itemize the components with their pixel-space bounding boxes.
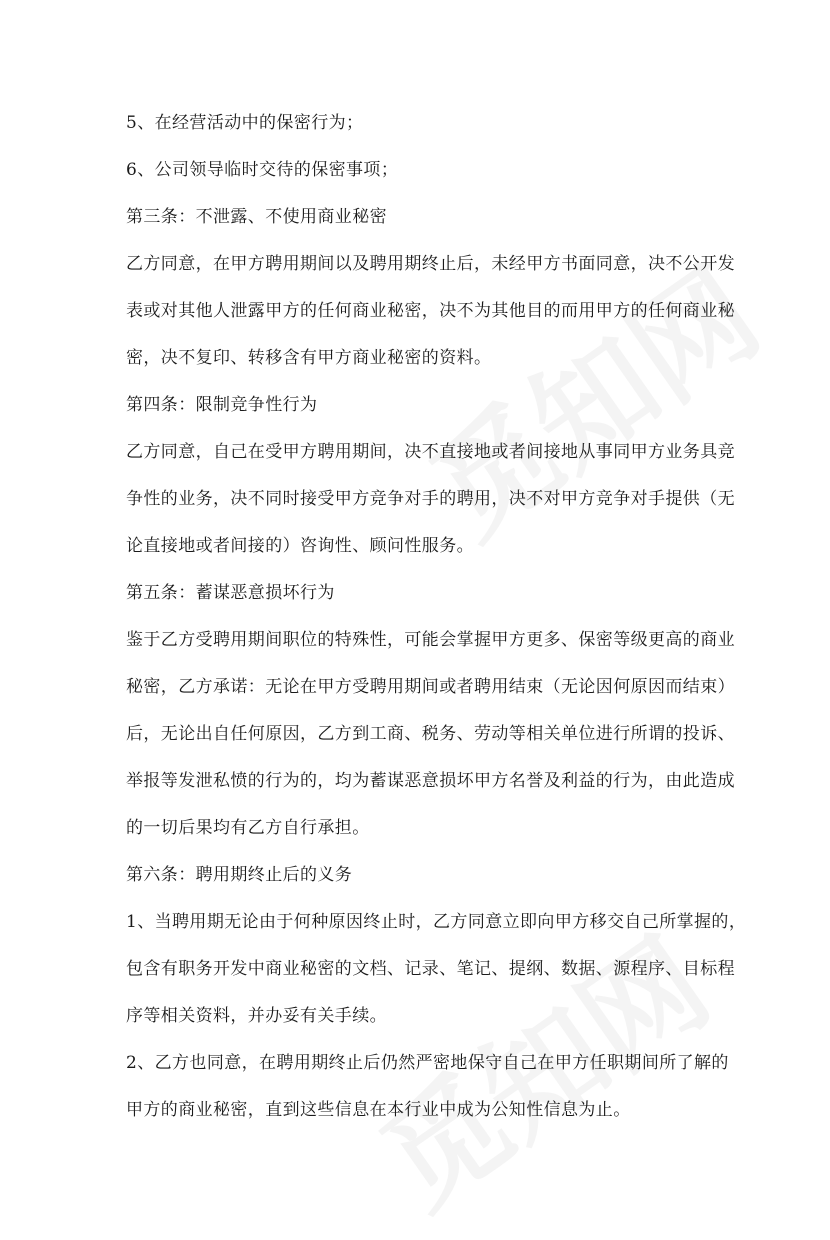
article-4-text: 争性的业务，决不同时接受甲方竞争对手的聘用，决不对甲方竞争对手提供（无 <box>126 489 735 509</box>
article-6-clause-2: 甲方的商业秘密，直到这些信息在本行业中成为公知性信息为止。 <box>126 1100 631 1120</box>
article-6-heading: 第六条：聘用期终止后的义务 <box>126 865 353 885</box>
article-4-text: 乙方同意，自己在受甲方聘用期间，决不直接地或者间接地从事同甲方业务具竞 <box>126 442 735 462</box>
article-6-clause-2: 2、乙方也同意，在聘用期终止后仍然严密地保守自己在甲方任职期间所了解的 <box>126 1053 729 1073</box>
article-3-text: 表或对其他人泄露甲方的任何商业秘密，决不为其他目的而用甲方的任何商业秘 <box>126 301 735 321</box>
article-6-clause-1: 序等相关资料，并办妥有关手续。 <box>126 1006 387 1026</box>
article-4-text: 论直接地或者间接的）咨询性、顾问性服务。 <box>126 536 474 556</box>
list-item-6: 6、公司领导临时交待的保密事项； <box>126 160 399 180</box>
article-5-text: 的一切后果均有乙方自行承担。 <box>126 818 370 838</box>
list-item-5: 5、在经营活动中的保密行为； <box>126 113 364 133</box>
article-3-heading: 第三条：不泄露、不使用商业秘密 <box>126 207 387 227</box>
article-5-text: 举报等发泄私愤的行为的，均为蓄谋恶意损坏甲方名誉及利益的行为，由此造成 <box>126 771 735 791</box>
article-3-text: 密，决不复印、转移含有甲方商业秘密的资料。 <box>126 348 492 368</box>
article-5-text: 后，无论出自任何原因，乙方到工商、税务、劳动等相关单位进行所谓的投诉、 <box>126 724 735 744</box>
article-6-clause-1: 包含有职务开发中商业秘密的文档、记录、笔记、提纲、数据、源程序、目标程 <box>126 959 735 979</box>
article-5-heading: 第五条：蓄谋恶意损坏行为 <box>126 583 335 603</box>
article-5-text: 鉴于乙方受聘用期间职位的特殊性，可能会掌握甲方更多、保密等级更高的商业 <box>126 630 735 650</box>
document-body <box>126 100 747 1134</box>
article-5-text: 秘密，乙方承诺：无论在甲方受聘用期间或者聘用结束（无论因何原因而结束） <box>126 677 735 697</box>
article-4-heading: 第四条：限制竞争性行为 <box>126 395 318 415</box>
article-6-clause-1: 1、当聘用期无论由于何种原因终止时，乙方同意立即向甲方移交自己所掌握的， <box>126 912 747 932</box>
article-3-text: 乙方同意，在甲方聘用期间以及聘用期终止后，未经甲方书面同意，决不公开发 <box>126 254 735 274</box>
